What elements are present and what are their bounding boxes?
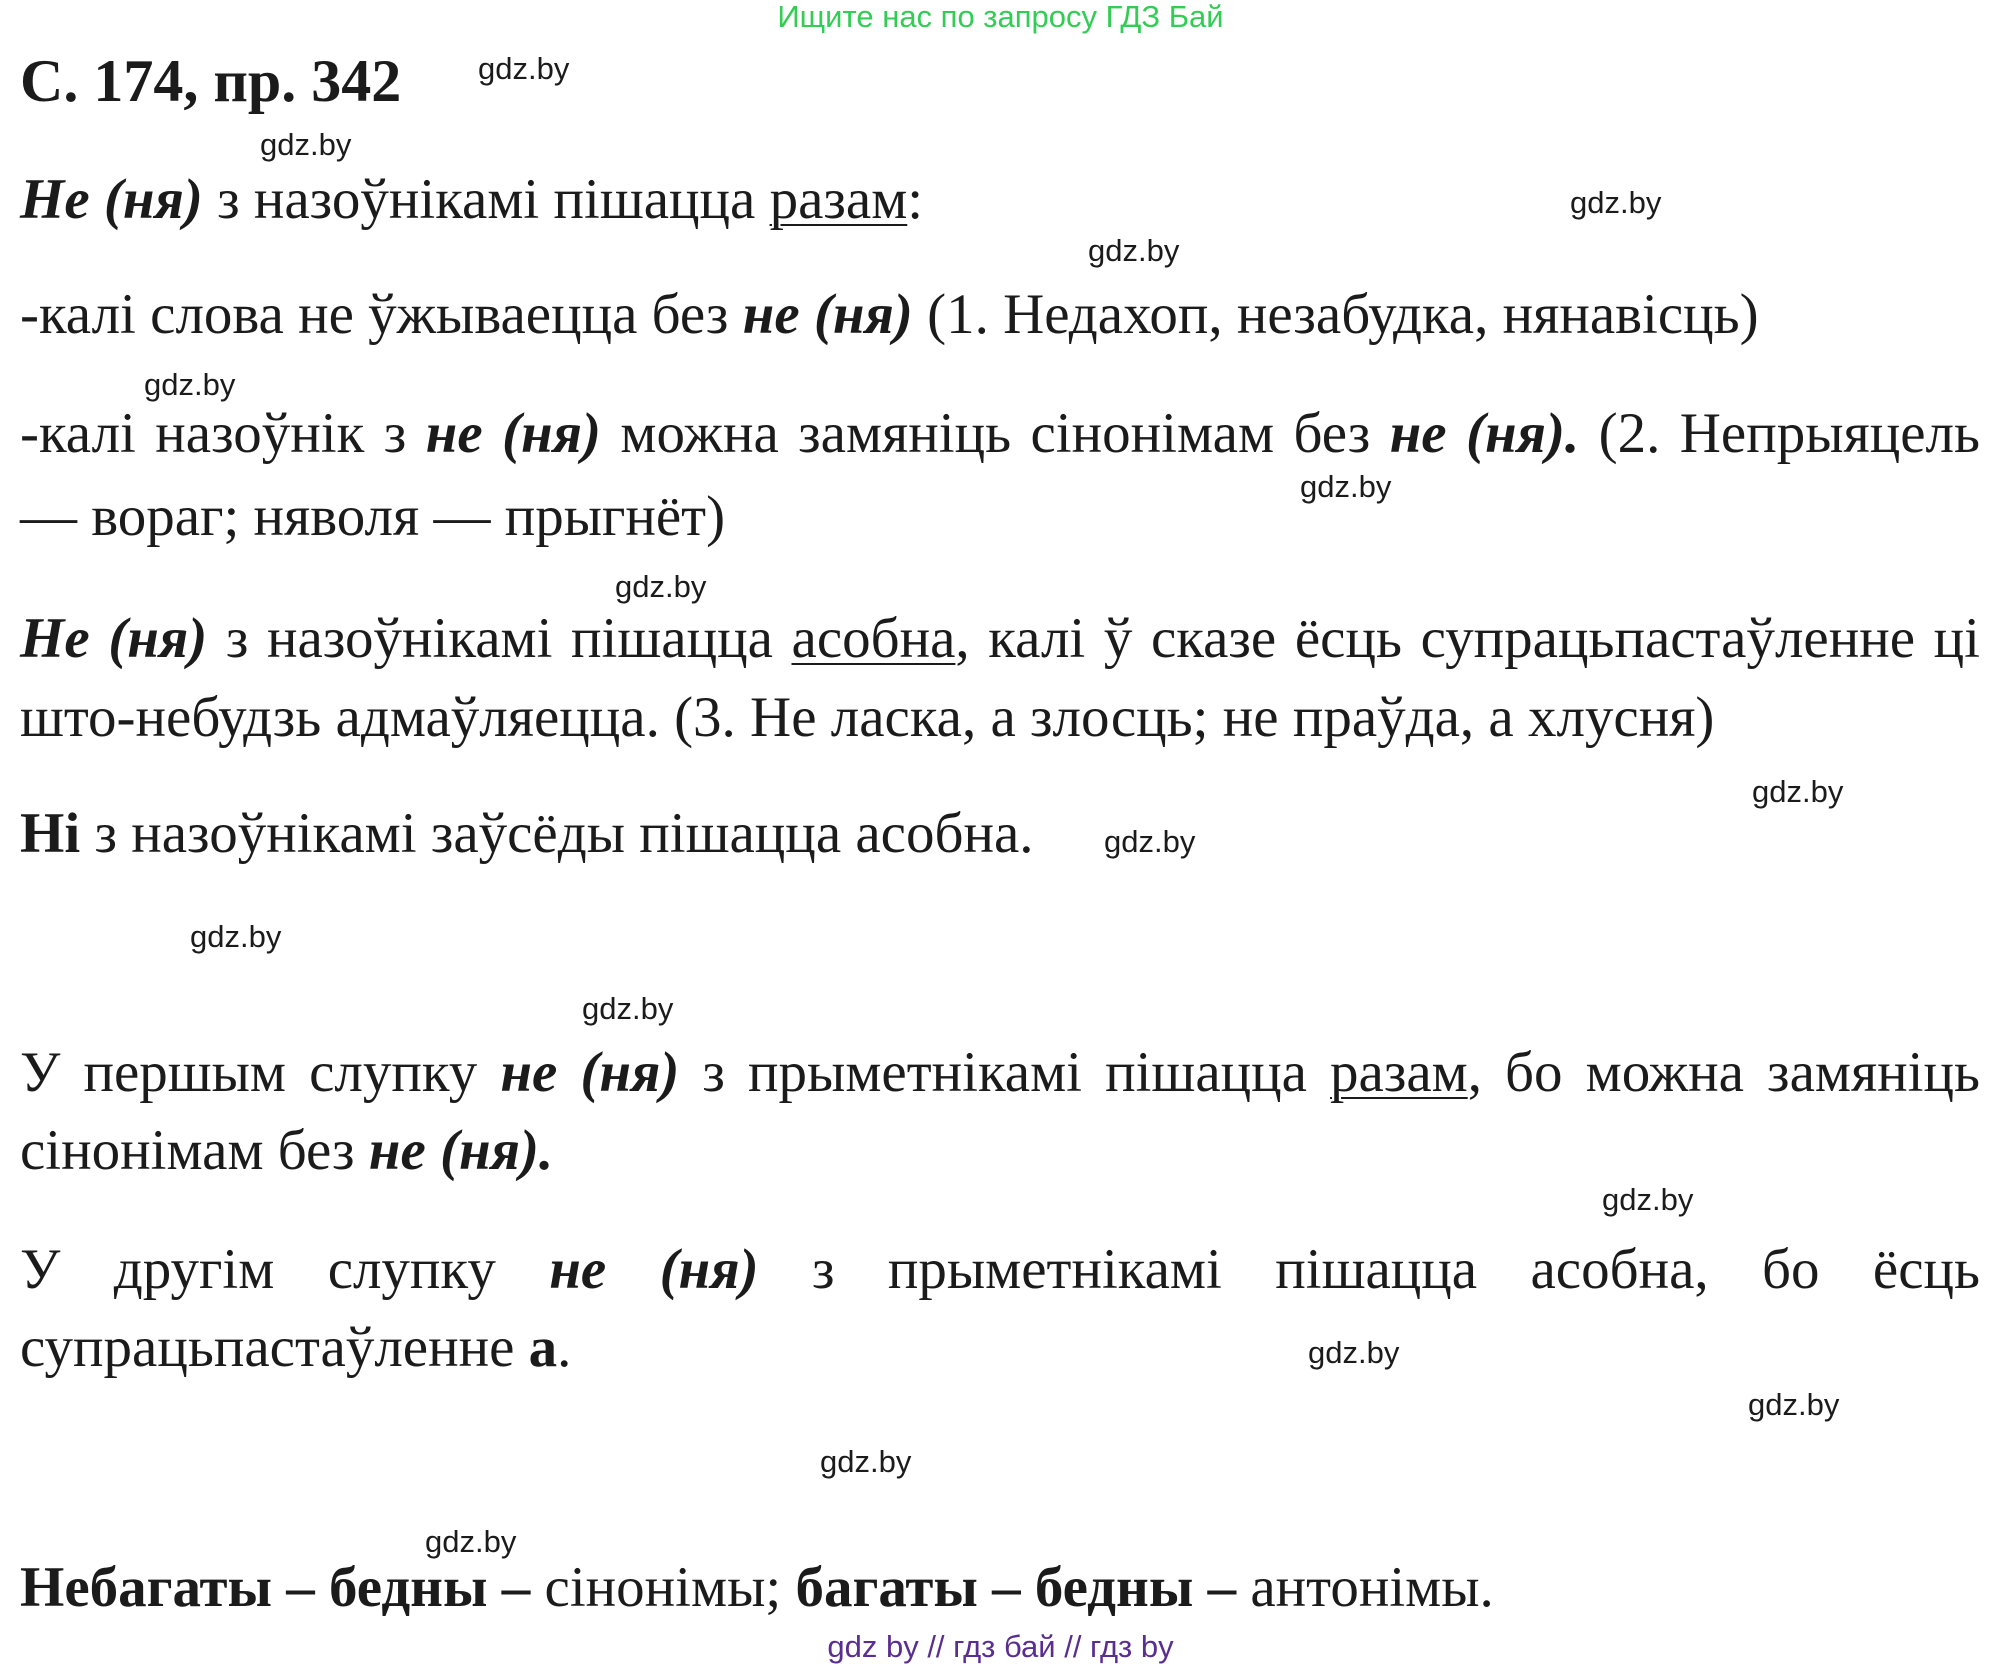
emphasis: Не (ня) xyxy=(20,607,208,670)
rule-item-1 xyxy=(20,282,1980,348)
watermark: gdz.by xyxy=(425,1524,517,1559)
watermark: gdz.by xyxy=(190,919,282,954)
underlined-word: разам xyxy=(769,168,908,231)
text: з прыметнікамі пішацца xyxy=(679,1041,1331,1104)
watermark: gdz.by xyxy=(1602,1182,1694,1217)
text: антонімы. xyxy=(1236,1556,1494,1619)
text: . xyxy=(557,1316,572,1379)
column-one-explanation-continued xyxy=(20,1118,1980,1184)
emphasis: Небагаты – бедны – xyxy=(20,1556,531,1619)
emphasis: а xyxy=(528,1316,558,1379)
rule-item-2-continued: — вораг; няволя — прыгнёт) xyxy=(20,485,726,548)
rule-ni xyxy=(20,801,1980,867)
page-title: С. 174, пр. 342 xyxy=(20,48,402,114)
watermark: gdz.by xyxy=(615,569,707,604)
rule-item-2 xyxy=(20,401,1980,467)
watermark: gdz.by xyxy=(820,1444,912,1479)
emphasis: Ні xyxy=(20,802,81,865)
emphasis: не (ня). xyxy=(1389,402,1580,465)
rule-separate-continued: што-небудзь адмаўляецца. (3. Не ласка, а злосць; не праўда, а хлусня) xyxy=(20,686,1715,749)
watermark: gdz.by xyxy=(1308,1335,1400,1370)
column-one-explanation xyxy=(20,1040,1980,1106)
text: , бо можна замяніць xyxy=(1467,1041,1981,1104)
watermark: gdz.by xyxy=(260,127,352,162)
emphasis: Не (ня) xyxy=(20,168,203,231)
footer-link[interactable]: gdz by // гдз бай // гдз by xyxy=(827,1629,1174,1664)
watermark: gdz.by xyxy=(1748,1387,1840,1422)
emphasis: не (ня) xyxy=(500,1041,680,1104)
watermark: gdz.by xyxy=(1300,469,1392,504)
text: -калі назоўнік з xyxy=(20,402,426,465)
watermark: gdz.by xyxy=(1088,233,1180,268)
text: , калі ў сказе ёсць супрацьпастаўленне ці xyxy=(955,607,1980,670)
text: (2. Непрыяцель xyxy=(1579,402,1980,465)
top-banner: Ищите нас по запросу ГДЗ Бай xyxy=(777,0,1224,34)
emphasis: багаты – бедны – xyxy=(795,1556,1237,1619)
watermark: gdz.by xyxy=(582,991,674,1026)
watermark: gdz.by xyxy=(144,367,236,402)
watermark: gdz.by xyxy=(1752,774,1844,809)
text: з назоўнікамі пішацца xyxy=(202,168,770,231)
text: з назоўнікамі заўсёды пішацца асобна. xyxy=(80,802,1034,865)
synonym-antonym-line xyxy=(20,1555,1980,1621)
rule-separate-heading xyxy=(20,606,1980,672)
text: сінонімы; xyxy=(530,1556,796,1619)
emphasis: не (ня) xyxy=(742,283,913,346)
text: У першым слупку xyxy=(20,1041,501,1104)
text: : xyxy=(907,168,924,231)
watermark: gdz.by xyxy=(478,51,570,86)
text: -калі слова не ўжываецца без xyxy=(20,283,743,346)
underlined-word: разам xyxy=(1330,1041,1468,1104)
emphasis: не (ня). xyxy=(368,1119,554,1182)
watermark: gdz.by xyxy=(1104,824,1196,859)
text: з прыметнікамі пішацца асобна, бо ёсць xyxy=(758,1238,1981,1301)
emphasis: не (ня) xyxy=(549,1238,759,1301)
rule-together-heading xyxy=(20,167,1980,233)
text: (1. Недахоп, незабудка, нянавісць) xyxy=(912,283,1759,346)
text: можна замяніць сінонімам без xyxy=(601,402,1390,465)
column-two-explanation xyxy=(20,1237,1980,1303)
text: супрацьпастаўленне xyxy=(20,1316,529,1379)
text: з назоўнікамі пішацца xyxy=(207,607,792,670)
text: сінонімам без xyxy=(20,1119,369,1182)
watermark: gdz.by xyxy=(1570,185,1662,220)
column-two-explanation-continued xyxy=(20,1315,1980,1381)
emphasis: не (ня) xyxy=(425,402,601,465)
text: У другім слупку xyxy=(20,1238,550,1301)
underlined-word: асобна xyxy=(791,607,956,670)
